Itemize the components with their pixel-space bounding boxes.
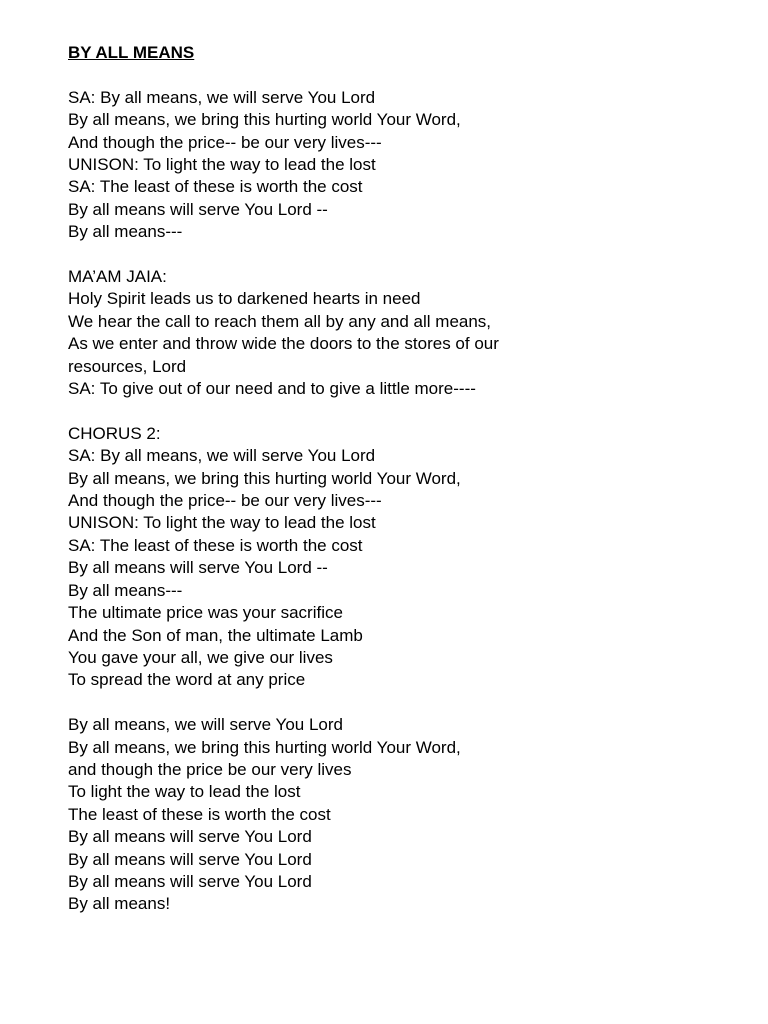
lyric-line: By all means, we will serve You Lord [68, 715, 343, 735]
lyric-line: By all means will serve You Lord -- [68, 199, 328, 219]
lyric-line: resources, Lord [68, 356, 187, 376]
lyric-line: SA: The least of these is worth the cost [68, 177, 363, 197]
lyric-line: CHORUS 2: [68, 423, 161, 443]
stanza [68, 714, 728, 916]
lyric-line: By all means, we bring this hurting world Your Word, [68, 737, 461, 757]
lyric-line: Holy Spirit leads us to darkened hearts in need [68, 289, 421, 309]
lyric-line: And though the price-- be our very lives--- [68, 132, 382, 152]
lyric-line: SA: By all means, we will serve You Lord [68, 446, 376, 466]
lyric-line: To light the way to lead the lost [68, 782, 301, 802]
lyric-line: By all means will serve You Lord [68, 849, 312, 869]
lyric-line: UNISON: To light the way to lead the lost [68, 513, 376, 533]
stanza [68, 266, 728, 400]
lyric-line: SA: The least of these is worth the cost [68, 535, 363, 555]
lyric-line: MA’AM JAIA: [68, 267, 167, 287]
lyric-line: By all means--- [68, 222, 183, 242]
lyric-line: To spread the word at any price [68, 670, 306, 690]
lyric-line: The least of these is worth the cost [68, 804, 331, 824]
lyric-line: We hear the call to reach them all by any and all means, [68, 311, 492, 331]
lyric-line: By all means will serve You Lord [68, 871, 312, 891]
lyric-line: By all means will serve You Lord -- [68, 558, 328, 578]
stanza [68, 423, 728, 692]
lyric-line: And the Son of man, the ultimate Lamb [68, 625, 363, 645]
document-title: BY ALL MEANS [68, 43, 195, 62]
lyric-line: You gave your all, we give our lives [68, 647, 333, 667]
lyric-line: UNISON: To light the way to lead the lost [68, 155, 376, 175]
lyric-line: SA: By all means, we will serve You Lord [68, 87, 376, 107]
lyric-line: The ultimate price was your sacrifice [68, 603, 343, 623]
lyric-line: and though the price be our very lives [68, 759, 352, 779]
lyrics-body [68, 87, 728, 916]
lyric-line: As we enter and throw wide the doors to the stores of our [68, 334, 499, 354]
stanza [68, 87, 728, 244]
lyric-line: By all means, we bring this hurting world Your Word, [68, 110, 461, 130]
lyric-line: And though the price-- be our very lives--- [68, 491, 382, 511]
lyric-line: By all means--- [68, 580, 183, 600]
lyric-line: By all means, we bring this hurting world Your Word, [68, 468, 461, 488]
lyric-line: By all means! [68, 894, 171, 914]
lyric-line: By all means will serve You Lord [68, 827, 312, 847]
lyric-line: SA: To give out of our need and to give a little more---- [68, 379, 476, 399]
document-page [68, 42, 728, 938]
